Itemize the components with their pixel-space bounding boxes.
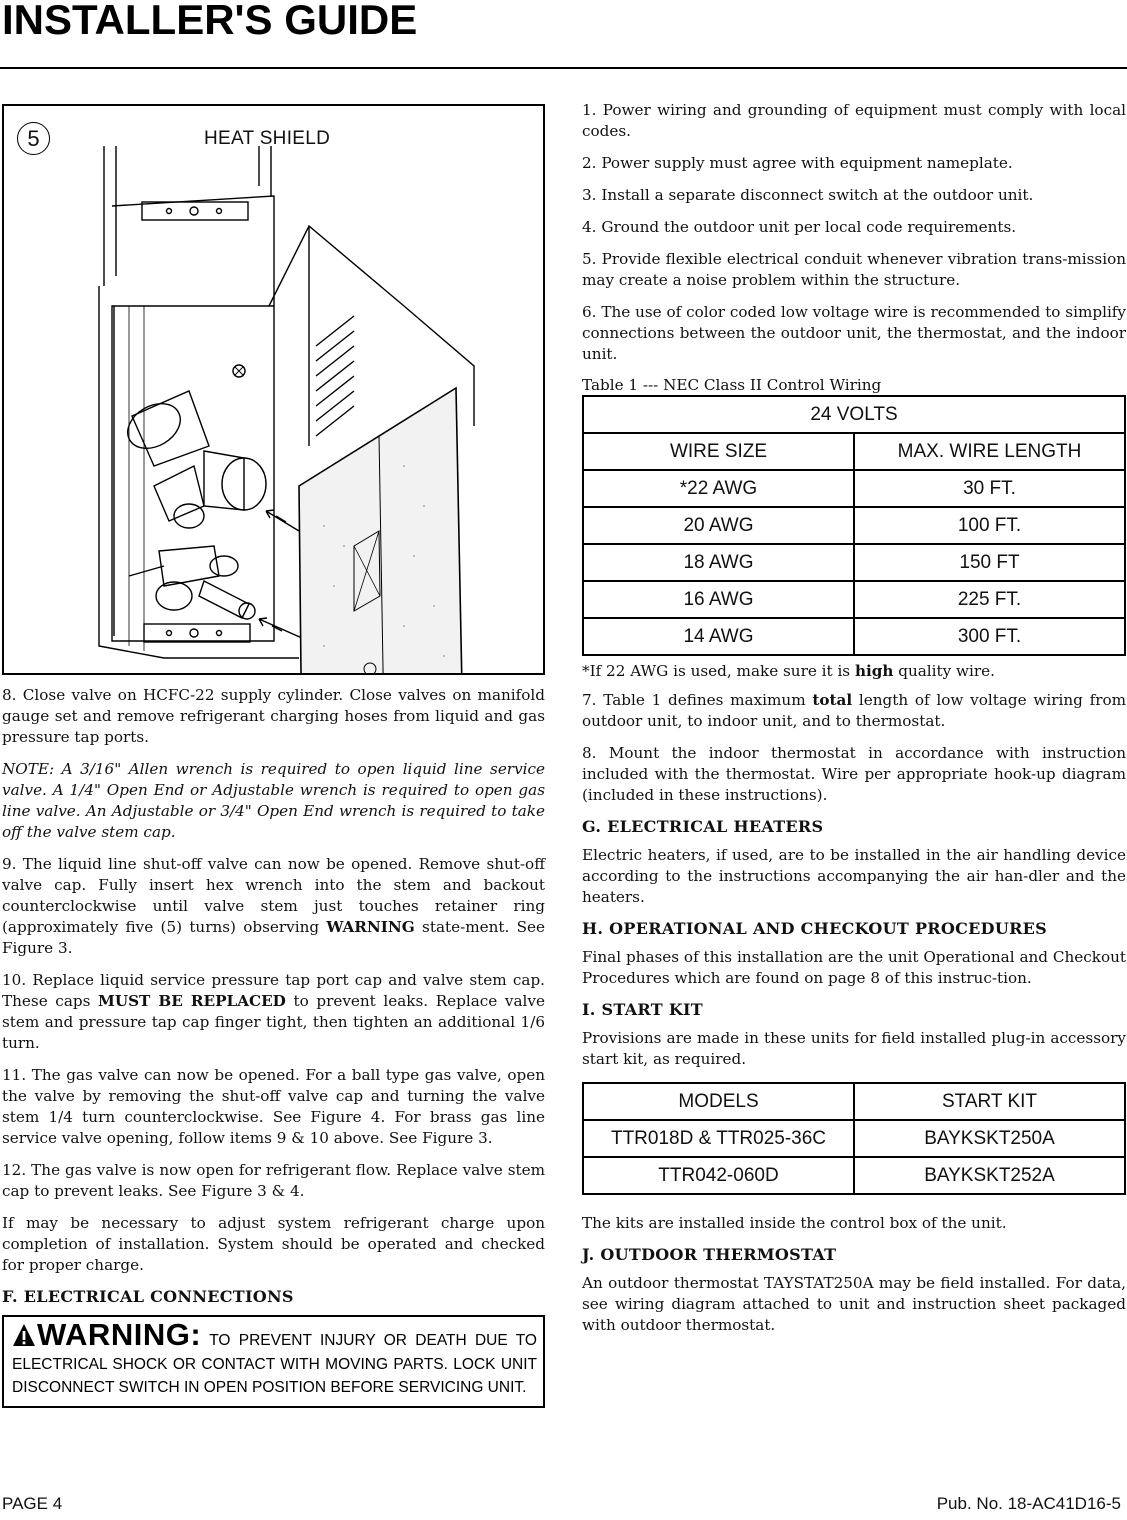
wiring-item-8: 8. Mount the indoor thermostat in accordance with instruction included with the thermostat. Wire per appropriate hook-up diagram (included in these instructions). (582, 744, 1126, 804)
model-cell: TTR018D & TTR025-36C (583, 1120, 854, 1157)
wiring-item-3: 3. Install a separate disconnect switch at the outdoor unit. (582, 186, 1034, 204)
figure-title: HEAT SHIELD (204, 128, 331, 149)
title-divider (0, 67, 1127, 69)
kit-location-text: The kits are installed inside the control box of the unit. (582, 1214, 1007, 1232)
table-1-caption: Table 1 --- NEC Class II Control Wiring (582, 376, 882, 394)
model-cell: TTR042-060D (583, 1157, 854, 1194)
step-8-text: 8. Close valve on HCFC-22 supply cylinder. Close valves on manifold gauge set and remove refrigerant charging hoses from liquid and gas pressure tap ports. (2, 686, 545, 746)
wrench-note: NOTE: A 3/16" Allen wrench is required to open liquid line service valve. A 1/4" Open End or Adjustable wrench is required to open gas line valve. An Adjustable or 3/4" Open End wrench is required to take off the valve stem cap. (2, 760, 545, 841)
wiring-item-6: 6. The use of color coded low voltage wire is recommended to simplify connections between the outdoor unit, the thermostat, and the indoor unit. (582, 303, 1126, 363)
figure-heat-shield (2, 104, 545, 675)
wire-size-cell: 14 AWG (583, 618, 854, 655)
wire-size-cell: 20 AWG (583, 507, 854, 544)
step-9-text: 9. The liquid line shut-off valve can now be opened. Remove shut-off valve cap. Fully insert hex wrench into the stem and backout counterclockwise until valve stem just touches retainer ring (approximately five (5) turns) observing WARNING state-ment. See Figure 3. (2, 855, 546, 957)
section-i-heading: I. START KIT (582, 1000, 704, 1019)
column-header-max-length: MAX. WIRE LENGTH (854, 433, 1125, 470)
step-10-text: 10. Replace liquid service pressure tap port cap and valve stem cap. These caps MUST BE REPLACED to prevent leaks. Replace valve stem and pressure tap cap finger tight, then tighten an additional 1/6 turn. (2, 971, 545, 1052)
kit-cell: BAYKSKT252A (854, 1157, 1125, 1194)
warning-label: WARNING: (37, 1317, 202, 1352)
table-row (583, 581, 1125, 618)
wire-length-cell: 150 FT (854, 544, 1125, 581)
table-row (583, 470, 1125, 507)
section-f-heading: F. ELECTRICAL CONNECTIONS (2, 1287, 294, 1306)
heat-shield-illustration (4, 106, 543, 673)
section-i-text: Provisions are made in these units for field installed plug-in accessory start kit, as required. (582, 1029, 1126, 1068)
column-header-start-kit: START KIT (854, 1083, 1125, 1120)
table-footnote: *If 22 AWG is used, make sure it is high quality wire. (582, 662, 995, 680)
table-row (583, 1157, 1125, 1194)
column-header-wire-size: WIRE SIZE (583, 433, 854, 470)
table-row (583, 544, 1125, 581)
wire-length-cell: 225 FT. (854, 581, 1125, 618)
charge-adjust-text: If may be necessary to adjust system refrigerant charge upon completion of installation. System should be operated and checked for proper charge. (2, 1214, 545, 1274)
wire-length-cell: 30 FT. (854, 470, 1125, 507)
left-column (2, 104, 545, 1408)
warning-triangle-icon (12, 1323, 36, 1347)
column-header-models: MODELS (583, 1083, 854, 1120)
wiring-item-1: 1. Power wiring and grounding of equipment must comply with local codes. (582, 101, 1126, 140)
page-title: INSTALLER'S GUIDE (2, 0, 418, 43)
wiring-item-7: 7. Table 1 defines maximum total length of low voltage wiring from outdoor unit, to indoor unit, and to thermostat. (582, 691, 1126, 730)
page-number: PAGE 4 (2, 1494, 63, 1513)
table-row (583, 507, 1125, 544)
figure-number: 5 (17, 122, 50, 155)
publication-number: Pub. No. 18-AC41D16-5 (936, 1494, 1121, 1513)
wire-size-cell: 16 AWG (583, 581, 854, 618)
warning-text: TO PREVENT INJURY OR DEATH DUE TO ELECTRICAL SHOCK OR CONTACT WITH MOVING PARTS. LOCK UNIT DISCONNECT SWITCH IN OPEN POSITION BEFORE SERVICING UNIT. (12, 1332, 537, 1396)
wiring-table (582, 395, 1126, 656)
wiring-item-5: 5. Provide flexible electrical conduit whenever vibration trans-mission may create a noise problem within the structure. (582, 250, 1126, 289)
wiring-item-2: 2. Power supply must agree with equipment nameplate. (582, 154, 1013, 172)
right-column (582, 100, 1126, 1347)
table-header-volts: 24 VOLTS (583, 396, 1125, 433)
wire-size-cell: 18 AWG (583, 544, 854, 581)
kit-cell: BAYKSKT250A (854, 1120, 1125, 1157)
section-j-text: An outdoor thermostat TAYSTAT250A may be field installed. For data, see wiring diagram attached to unit and instruction sheet packaged with outdoor thermostat. (582, 1274, 1126, 1334)
step-11-text: 11. The gas valve can now be opened. For a ball type gas valve, open the valve by removing the shut-off valve cap and turning the valve stem 1/4 turn counterclockwise. See Figure 4. For brass gas line service valve opening, follow items 9 & 10 above. See Figure 3. (2, 1066, 545, 1147)
wire-length-cell: 100 FT. (854, 507, 1125, 544)
warning-box (2, 1315, 545, 1408)
wire-length-cell: 300 FT. (854, 618, 1125, 655)
section-h-heading: H. OPERATIONAL AND CHECKOUT PROCEDURES (582, 919, 1048, 938)
section-j-heading: J. OUTDOOR THERMOSTAT (582, 1245, 837, 1264)
wire-size-cell: *22 AWG (583, 470, 854, 507)
start-kit-table (582, 1082, 1126, 1195)
table-row (583, 1120, 1125, 1157)
step-12-text: 12. The gas valve is now open for refrigerant flow. Replace valve stem cap to prevent leaks. See Figure 3 & 4. (2, 1161, 545, 1200)
section-g-heading: G. ELECTRICAL HEATERS (582, 817, 824, 836)
section-g-text: Electric heaters, if used, are to be installed in the air handling device according to the instructions accompanying the air han-dler and the heaters. (582, 846, 1126, 906)
table-row (583, 618, 1125, 655)
wiring-item-4: 4. Ground the outdoor unit per local code requirements. (582, 218, 1017, 236)
section-h-text: Final phases of this installation are the unit Operational and Checkout Procedures which are found on page 8 of this instruc-tion. (582, 948, 1126, 987)
